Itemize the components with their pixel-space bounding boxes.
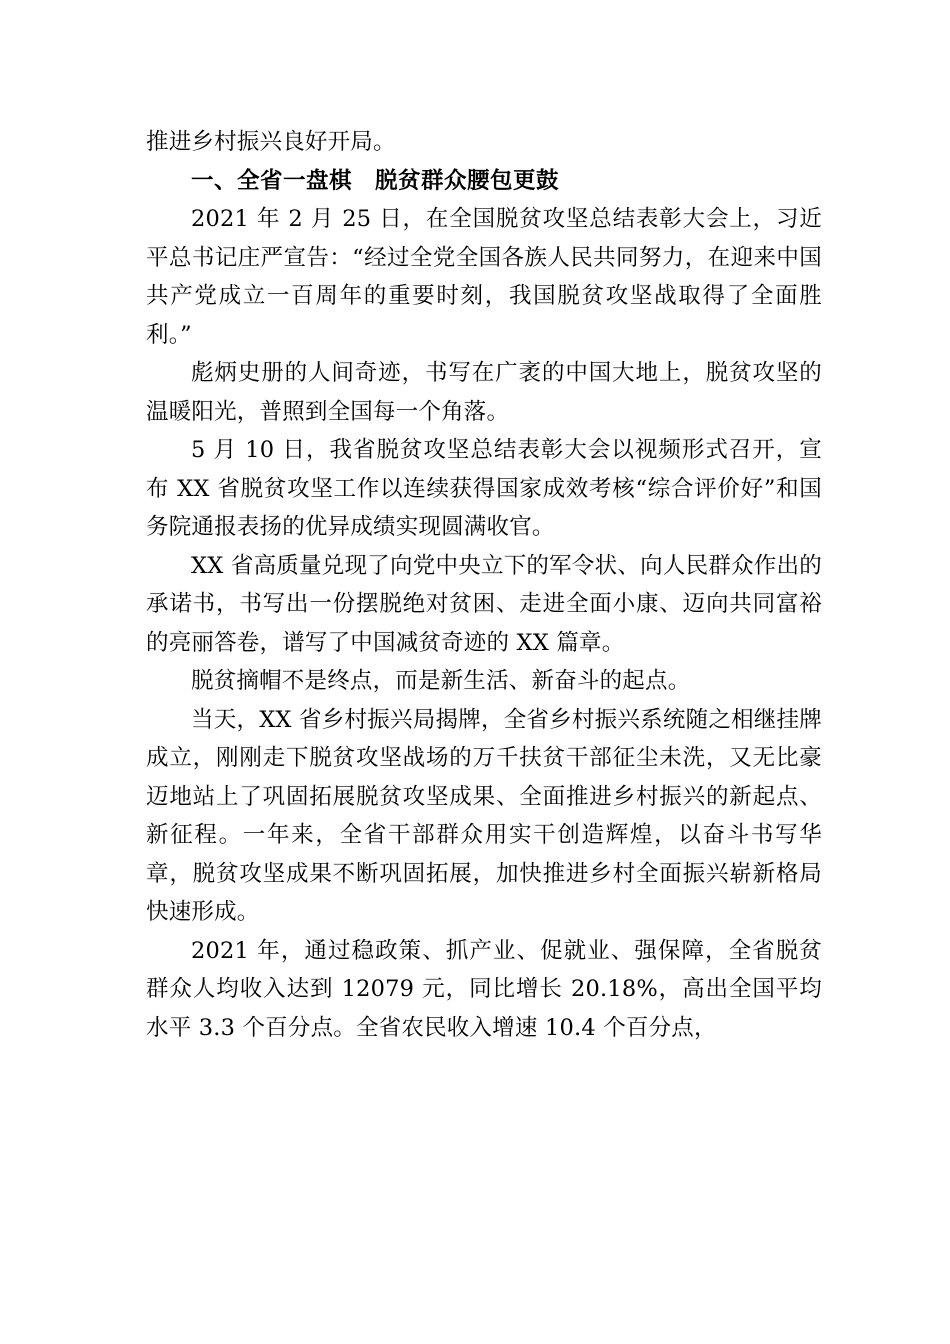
- continuation-text: 推进乡村振兴良好开局。: [146, 129, 396, 155]
- paragraph-revitalization-bureau: 当天，XX 省乡村振兴局揭牌，全省乡村振兴系统随之相继挂牌成立，刚刚走下脱贫攻坚战场的万千扶贫干部征尘未洗，又无比豪迈地站上了巩固拓展脱贫攻坚成果、全面推进乡村振兴的新起点、新征程。一年来，全省干部群众用实干创造辉煌，以奋斗书写华章，脱贫攻坚成果不断巩固拓展，加快推进乡村全面振兴崭新格局快速形成。: [146, 706, 822, 925]
- document-body: [146, 123, 822, 1047]
- paragraph-declaration: 2021 年 2 月 25 日，在全国脱贫攻坚总结表彰大会上，习近平总书记庄严宣告：“经过全党全国各族人民共同努力，在迎来中国共产党成立一百周年的重要时刻，我国脱贫攻坚战取得了全面胜利。”: [146, 206, 822, 348]
- paragraph-income-stats: 2021 年，通过稳政策、抓产业、促就业、强保障，全省脱贫群众人均收入达到 12079 元，同比增长 20.18%，高出全国平均水平 3.3 个百分点。全省农民收入增速 10.4 个百分点，: [146, 937, 822, 1041]
- paragraph-province-meeting: 5 月 10 日，我省脱贫攻坚总结表彰大会以视频形式召开，宣布 XX 省脱贫攻坚工作以连续获得国家成效考核“综合评价好”和国务院通报表扬的优异成绩实现圆满收官。: [146, 437, 822, 540]
- paragraph-miracle: 彪炳史册的人间奇迹，书写在广袤的中国大地上，脱贫攻坚的温暖阳光，普照到全国每一个角落。: [146, 360, 822, 425]
- paragraph-commitment: XX 省高质量兑现了向党中央立下的军令状、向人民群众作出的承诺书，书写出一份摆脱绝对贫困、走进全面小康、迈向共同富裕的亮丽答卷，谱写了中国减贫奇迹的 XX 篇章。: [146, 552, 822, 656]
- paragraph-new-start: 脱贫摘帽不是终点，而是新生活、新奋斗的起点。: [191, 668, 691, 694]
- section-heading: 一、全省一盘棋 脱贫群众腰包更鼓: [191, 167, 560, 194]
